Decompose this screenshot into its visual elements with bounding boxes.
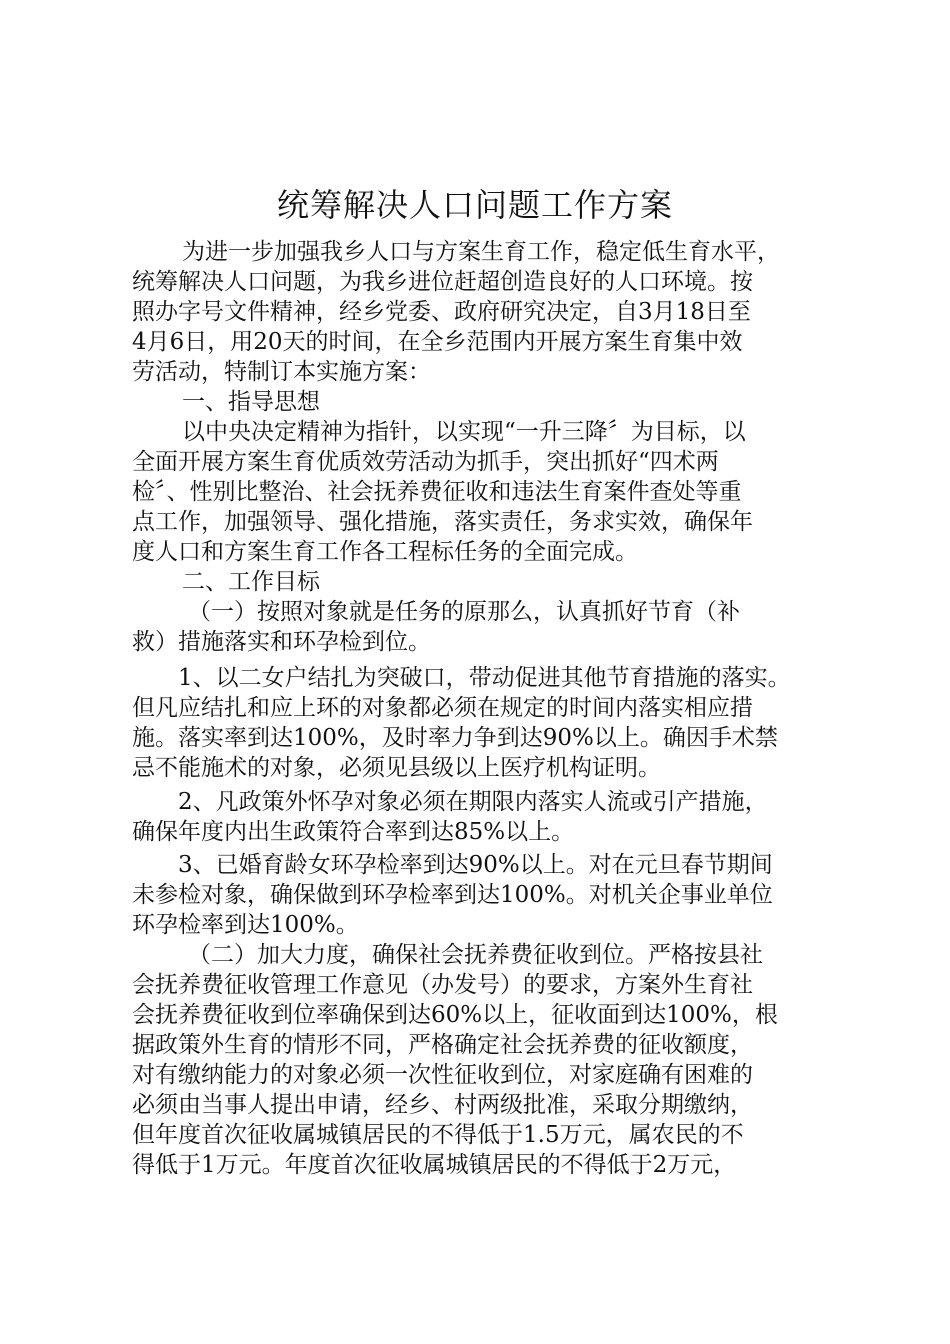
text-line: 点工作，加强领导、强化措施，落实责任，务求实效，确保年 (132, 509, 753, 535)
text-line: 1、以二女户结扎为突破口，带动促进其他节育措施的落实。 (178, 665, 791, 691)
text-line: 度人口和方案生育工作各工程标任务的全面完成。 (132, 539, 638, 565)
text-line: （二）加大力度，确保社会抚养费征收到位。严格按县社 (188, 942, 763, 968)
text-line: 但年度首次征收属城镇居民的不得低于1.5万元，属农民的不 (132, 1122, 744, 1148)
text-line: 必须由当事人提出申请，经乡、村两级批准，采取分期缴纳， (132, 1092, 753, 1118)
document-title: 统筹解决人口问题工作方案 (276, 186, 673, 224)
text-line: 统筹解决人口问题，为我乡进位赶超创造良好的人口环境。按 (132, 269, 753, 295)
text-line: 3、已婚育龄女环孕检率到达90%以上。对在元旦春节期间 (178, 852, 773, 878)
section-heading: 二、工作目标 (182, 569, 320, 595)
text-line: 得低于1万元。年度首次征收属城镇居民的不得低于2万元， (132, 1152, 737, 1178)
text-line: 会抚养费征收到位率确保到达60%以上，征收面到达100%，根 (132, 1002, 778, 1028)
text-line: 确保年度内出生政策符合率到达85%以上。 (132, 819, 575, 845)
text-line: 据政策外生育的情形不同，严格确定社会抚养费的征收额度， (132, 1032, 753, 1058)
text-line: 4月6日，用20天的时间，在全乡范围内开展方案生育集中效 (132, 329, 743, 355)
text-line: 照办字号文件精神，经乡党委、政府研究决定，自3月18日至 (132, 299, 751, 325)
text-line: 忌不能施术的对象，必须见县级以上医疗机构证明。 (132, 755, 661, 781)
text-line: 2、凡政策外怀孕对象必须在期限内落实人流或引产措施， (178, 789, 768, 815)
text-line: 检〞、性别比整治、社会抚养费征收和违法生育案件查处等重 (132, 479, 742, 505)
section-heading: 一、指导思想 (182, 389, 320, 415)
text-line: 会抚养费征收管理工作意见（办发号）的要求，方案外生育社 (132, 972, 753, 998)
text-line: 但凡应结扎和应上环的对象都必须在规定的时间内落实相应措 (132, 695, 753, 721)
text-line: 全面开展方案生育优质效劳活动为抓手，突出抓好“四术两 (132, 449, 719, 475)
text-line: 未参检对象，确保做到环孕检率到达100%。对机关企事业单位 (132, 882, 773, 908)
text-line: （一）按照对象就是任务的原那么，认真抓好节育（补 (188, 599, 740, 625)
text-line: 对有缴纳能力的对象必须一次性征收到位，对家庭确有困难的 (132, 1062, 753, 1088)
text-line: 为进一步加强我乡人口与方案生育工作，稳定低生育水平， (182, 239, 780, 265)
text-line: 施。落实率到达100%，及时率力争到达90%以上。确因手术禁 (132, 725, 778, 751)
text-line: 劳活动，特制订本实施方案： (132, 359, 431, 385)
text-line: 以中央决定精神为指针，以实现“一升三降〞为目标，以 (182, 419, 746, 445)
text-line: 环孕检率到达100%。 (132, 912, 359, 938)
text-line: 救）措施落实和环孕检到位。 (132, 629, 431, 655)
